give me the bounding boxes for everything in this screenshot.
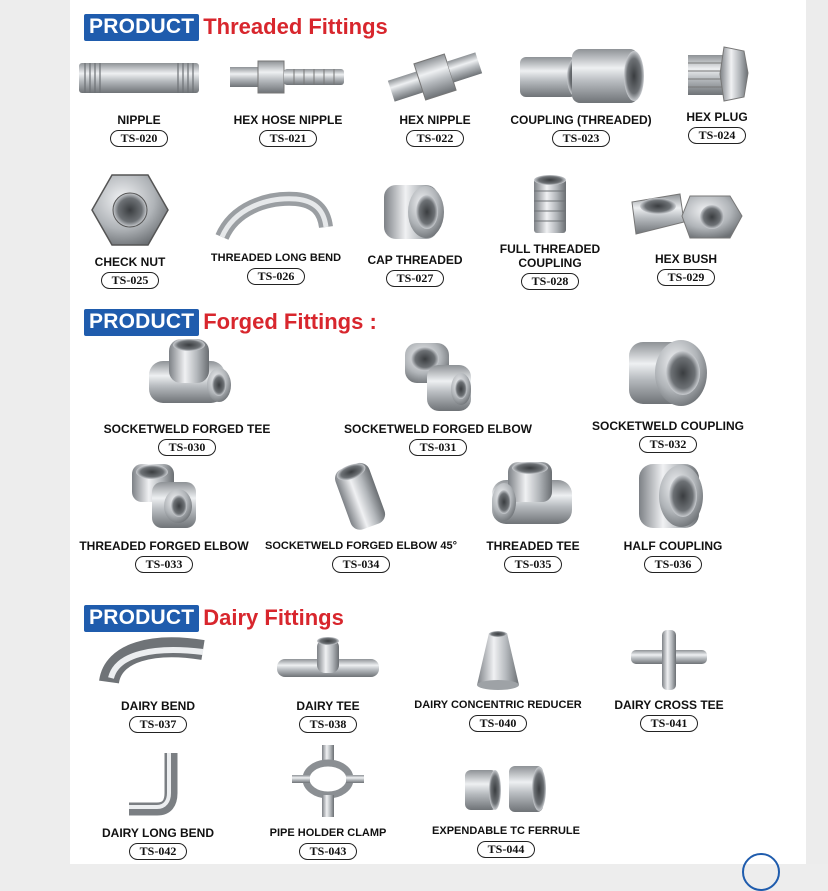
half-coupling-icon: [613, 459, 733, 533]
product-code: TS-031: [409, 439, 468, 456]
section-dairy-heading: [84, 604, 344, 632]
product-code: TS-041: [640, 715, 699, 732]
section-badge: PRODUCT: [84, 605, 199, 632]
section-badge: PRODUCT: [84, 14, 199, 41]
product-card: [573, 459, 773, 573]
product-label: SOCKETWELD FORGED ELBOW: [344, 422, 532, 436]
product-code: TS-022: [406, 130, 465, 147]
product-label: DAIRY LONG BEND: [101, 826, 214, 840]
dairy-bend-icon: [98, 633, 218, 693]
pipe-clamp-icon: [268, 742, 388, 820]
product-label: EXPENDABLE TC FERRULE: [432, 825, 580, 837]
page-gutter: [806, 0, 828, 864]
product-card: [261, 459, 461, 573]
coupling-icon: [521, 47, 641, 107]
product-card: [611, 186, 761, 286]
product-card: [360, 47, 510, 147]
product-code: TS-029: [657, 269, 716, 286]
product-code: TS-025: [101, 272, 160, 289]
product-card: [253, 633, 403, 733]
product-card: [506, 47, 656, 147]
cap-icon: [355, 177, 475, 247]
product-card: [64, 47, 214, 147]
product-label: DAIRY TEE: [296, 699, 360, 713]
threaded-elbow-icon: [104, 459, 224, 533]
dairy-tee-icon: [268, 633, 388, 693]
product-card: [594, 628, 744, 732]
reducer-icon: [438, 628, 558, 692]
check-nut-icon: [70, 171, 190, 249]
product-code: TS-036: [644, 556, 703, 573]
product-card: [213, 47, 363, 147]
product-code: TS-020: [110, 130, 169, 147]
hex-nipple-icon: [375, 47, 495, 107]
hex-plug-icon: [657, 44, 777, 104]
product-code: TS-038: [299, 716, 358, 733]
product-label: DAIRY BEND: [120, 699, 195, 713]
product-code: TS-042: [129, 843, 188, 860]
ferrule-icon: [446, 758, 566, 818]
product-card: [414, 628, 582, 732]
product-code: TS-040: [469, 715, 528, 732]
product-card: [475, 172, 625, 290]
product-code: TS-026: [247, 268, 306, 285]
elbow-45-icon: [301, 459, 421, 533]
section-badge: PRODUCT: [84, 309, 199, 336]
socketweld-coupling-icon: [608, 333, 728, 413]
product-label: THREADED LONG BEND: [210, 252, 342, 264]
product-card: [201, 185, 351, 285]
product-card: [338, 338, 538, 456]
corner-circle-icon: [742, 853, 780, 891]
section-forged-heading: [84, 308, 377, 336]
product-label: PIPE HOLDER CLAMP: [269, 827, 387, 839]
product-card: [642, 44, 792, 144]
product-label: NIPPLE: [117, 113, 161, 127]
product-label: THREADED TEE: [486, 539, 580, 553]
product-label: THREADED FORGED ELBOW: [79, 539, 249, 553]
product-card: [83, 748, 233, 860]
product-code: TS-034: [332, 556, 391, 573]
product-code: TS-037: [129, 716, 188, 733]
product-card: [340, 177, 490, 287]
forged-tee-icon: [127, 336, 247, 416]
long-bend-icon: [216, 185, 336, 245]
product-label: SOCKETWELD FORGED ELBOW 45°: [264, 540, 458, 552]
product-label: CHECK NUT: [94, 255, 166, 269]
hex-hose-nipple-icon: [228, 47, 348, 107]
product-card: [87, 336, 287, 456]
product-label: COUPLING (THREADED): [510, 113, 652, 127]
product-code: TS-030: [158, 439, 217, 456]
section-threaded-heading: [84, 13, 388, 41]
product-label: HEX PLUG: [686, 110, 748, 124]
product-code: TS-043: [299, 843, 358, 860]
product-code: TS-032: [639, 436, 698, 453]
hex-bush-icon: [626, 186, 746, 246]
product-label: DAIRY CONCENTRIC REDUCER: [414, 699, 582, 711]
product-code: TS-035: [504, 556, 563, 573]
product-code: TS-033: [135, 556, 194, 573]
product-code: TS-021: [259, 130, 318, 147]
product-label: DAIRY CROSS TEE: [614, 698, 724, 712]
section-title: Dairy Fittings: [203, 605, 344, 630]
product-label: SOCKETWELD COUPLING: [592, 419, 744, 433]
product-code: TS-044: [477, 841, 536, 858]
product-code: TS-023: [552, 130, 611, 147]
product-card: [253, 742, 403, 860]
dairy-long-bend-icon: [98, 748, 218, 820]
product-label: FULL THREADED COUPLING: [499, 242, 601, 270]
product-label: HEX HOSE NIPPLE: [233, 113, 343, 127]
product-code: TS-027: [386, 270, 445, 287]
product-label: HALF COUPLING: [623, 539, 723, 553]
product-code: TS-024: [688, 127, 747, 144]
product-code: TS-028: [521, 273, 580, 290]
product-card: [83, 633, 233, 733]
forged-elbow-icon: [378, 338, 498, 416]
product-label: SOCKETWELD FORGED TEE: [103, 422, 271, 436]
product-label: HEX BUSH: [654, 252, 717, 266]
product-label: HEX NIPPLE: [399, 113, 471, 127]
product-card: [568, 333, 768, 453]
section-title: Threaded Fittings: [203, 14, 388, 39]
product-card: [64, 459, 264, 573]
nipple-icon: [79, 47, 199, 107]
cross-tee-icon: [609, 628, 729, 692]
product-card: [55, 171, 205, 289]
product-card: [431, 758, 581, 858]
product-label: CAP THREADED: [367, 253, 463, 267]
section-title: Forged Fittings :: [203, 309, 377, 334]
full-coupling-icon: [490, 172, 610, 236]
